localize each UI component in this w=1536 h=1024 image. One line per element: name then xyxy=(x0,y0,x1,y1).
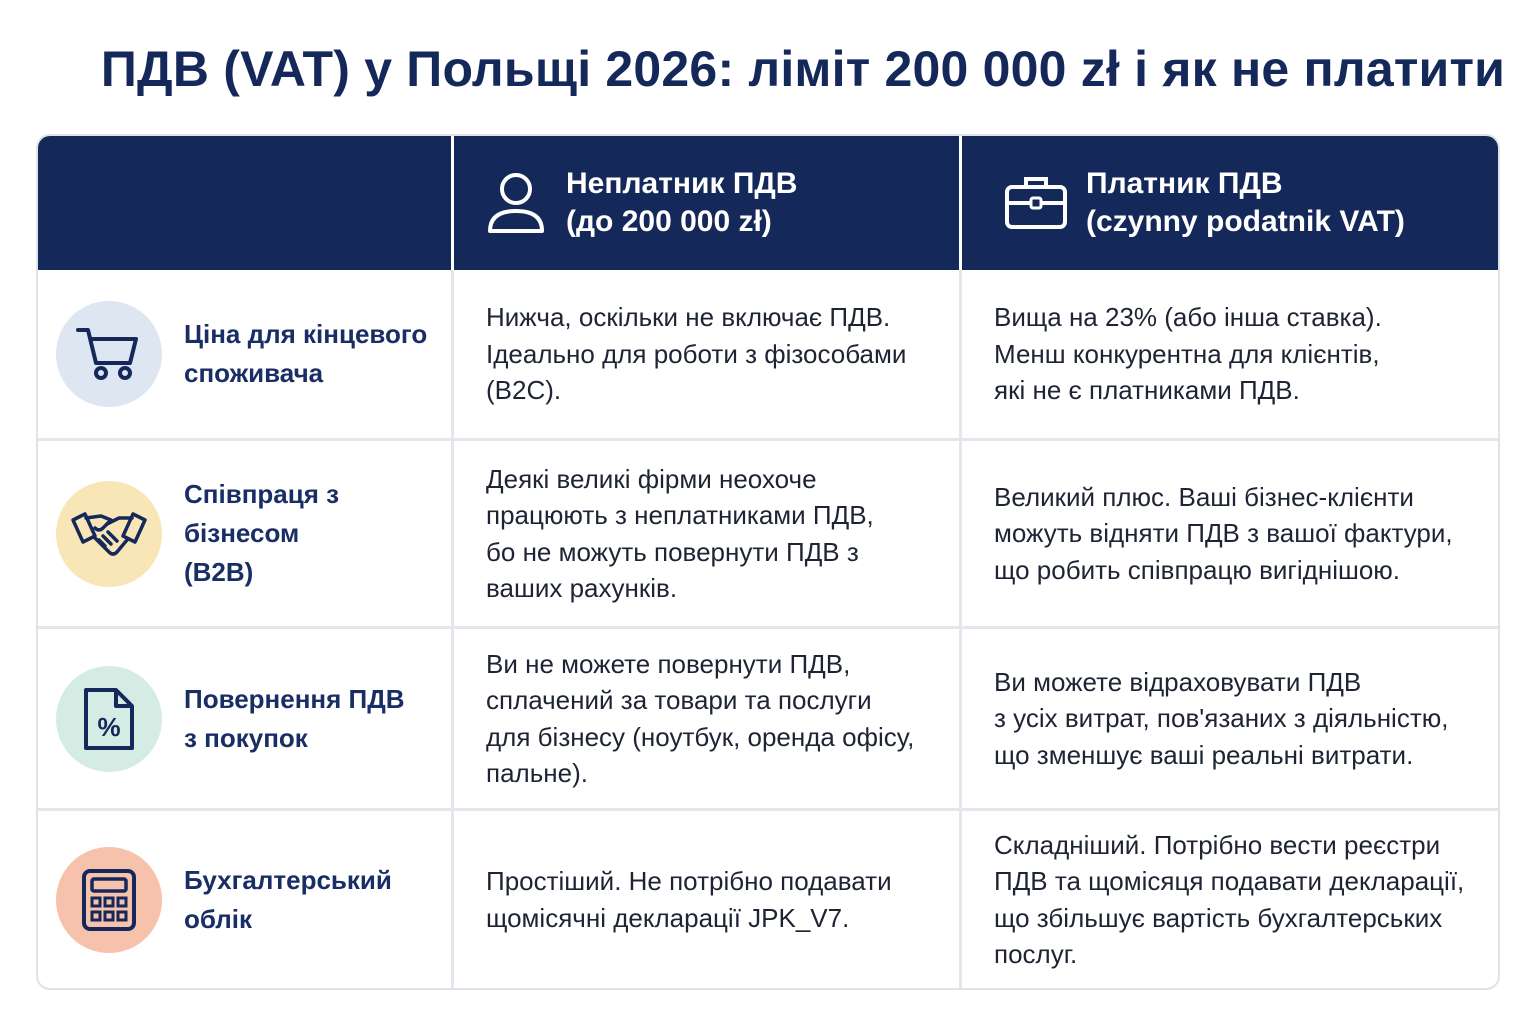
text-line: Вища на 23% (або інша ставка). xyxy=(994,302,1382,333)
text-line: Складніший. Потрібно вести реєстри xyxy=(994,829,1441,860)
table-row xyxy=(38,270,1498,438)
non-payer-cell xyxy=(454,441,962,626)
payer-cell xyxy=(962,270,1498,438)
payer-text xyxy=(994,479,1453,589)
header-empty-cell xyxy=(38,136,454,270)
handshake-icon xyxy=(71,506,147,562)
text-line: можуть відняти ПДВ з вашої фактури, xyxy=(994,518,1453,549)
payer-text xyxy=(994,299,1382,409)
header-non-payer-text xyxy=(566,165,797,241)
non-payer-text xyxy=(486,863,892,936)
row-label-cell xyxy=(38,629,454,808)
row-label xyxy=(184,315,427,393)
payer-cell xyxy=(962,629,1498,808)
row-label-line: (B2B) xyxy=(184,557,254,587)
table-row xyxy=(38,626,1498,808)
text-line: (B2C). xyxy=(486,375,562,406)
row-label-line: Ціна для кінцевого xyxy=(184,319,428,349)
shopping-cart-icon xyxy=(76,325,142,383)
text-line: послуг. xyxy=(994,939,1078,969)
non-payer-text xyxy=(486,646,914,792)
non-payer-cell xyxy=(454,811,962,988)
svg-text:%: % xyxy=(97,711,121,742)
row-label xyxy=(184,475,451,592)
text-line: Менш конкурентна для клієнтів, xyxy=(994,338,1380,369)
non-payer-text xyxy=(486,299,906,409)
table-row xyxy=(38,438,1498,626)
row-icon-circle xyxy=(56,666,162,772)
text-line: щомісячні декларації JPK_V7. xyxy=(486,902,850,933)
non-payer-text xyxy=(486,461,874,607)
text-line: Ви можете відраховувати ПДВ xyxy=(994,666,1362,697)
text-line: працюють з неплатниками ПДВ, xyxy=(486,500,874,530)
text-line: які не є платниками ПДВ. xyxy=(994,375,1300,406)
text-line: Нижча, оскільки не включає ПДВ. xyxy=(486,302,891,333)
header-payer xyxy=(962,136,1498,270)
page-title: ПДВ (VAT) у Польщі 2026: ліміт 200 000 zł і як не платити xyxy=(100,41,1506,97)
briefcase-icon xyxy=(1004,167,1068,239)
text-line: що робить співпрацю вигіднішою. xyxy=(994,554,1401,585)
calculator-icon xyxy=(81,868,137,932)
row-label-line: Бухгалтерський облік xyxy=(184,864,392,934)
text-line: Ви не можете повернути ПДВ, xyxy=(486,648,851,679)
row-icon-circle xyxy=(56,301,162,407)
row-label-cell xyxy=(38,270,454,438)
table-row xyxy=(38,808,1498,988)
row-label xyxy=(184,680,405,758)
payer-text xyxy=(994,664,1448,774)
header-payer-text xyxy=(1086,165,1405,241)
text-line: Деякі великі фірми неохоче xyxy=(486,463,817,494)
text-line: пальне). xyxy=(486,758,588,788)
row-label-cell xyxy=(38,441,454,626)
header-non-payer-line2: (до 200 000 zł) xyxy=(566,205,772,238)
text-line: Великий плюс. Ваші бізнес-клієнти xyxy=(994,481,1414,512)
percent-document-icon xyxy=(82,686,136,752)
row-label-line: з покупок xyxy=(184,722,308,753)
header-payer-line2: (czynny podatnik VAT) xyxy=(1086,205,1405,238)
text-line: Ідеально для роботи з фізособами xyxy=(486,338,907,369)
header-non-payer xyxy=(454,136,962,270)
table-body xyxy=(38,270,1498,988)
payer-cell xyxy=(962,441,1498,626)
row-label xyxy=(184,861,451,939)
text-line: сплачений за товари та послуги xyxy=(486,685,872,715)
row-label-cell xyxy=(38,811,454,988)
text-line: Простіший. Не потрібно подавати xyxy=(486,866,892,896)
comparison-table xyxy=(36,134,1500,990)
row-label-line: Повернення ПДВ xyxy=(184,683,405,714)
row-label-line: споживача xyxy=(184,358,324,388)
non-payer-cell xyxy=(454,629,962,808)
text-line: ваших рахунків. xyxy=(486,573,678,603)
payer-text xyxy=(994,827,1464,973)
table-header xyxy=(38,136,1498,270)
text-line: що збільшує вартість бухгалтерських xyxy=(994,902,1443,933)
text-line: для бізнесу (ноутбук, оренда офісу, xyxy=(486,721,915,752)
text-line: ПДВ та щомісяця подавати декларації, xyxy=(994,866,1465,896)
text-line: бо не можуть повернути ПДВ з xyxy=(486,536,859,567)
text-line: що зменшує ваші реальні витрати. xyxy=(994,739,1414,770)
header-non-payer-line1: Неплатник ПДВ xyxy=(566,167,798,200)
text-line: з усіх витрат, пов'язаних з діяльністю, xyxy=(994,703,1449,734)
row-icon-circle xyxy=(56,481,162,587)
payer-cell xyxy=(962,811,1498,988)
non-payer-cell xyxy=(454,270,962,438)
row-label-line: Співпраця з бізнесом xyxy=(184,479,340,548)
row-icon-circle xyxy=(56,847,162,953)
header-payer-line1: Платник ПДВ xyxy=(1086,167,1283,200)
person-icon xyxy=(484,167,548,239)
